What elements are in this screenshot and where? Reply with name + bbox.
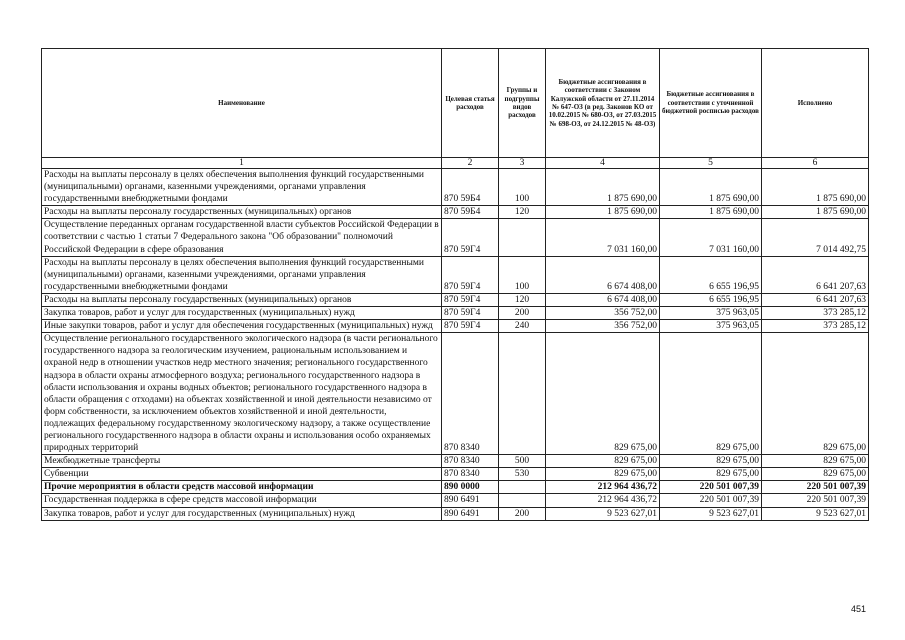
table-row	[42, 333, 869, 455]
row-executed-cell: 6 641 207,63	[762, 256, 869, 293]
row-expense-group-cell: 200	[499, 307, 546, 320]
header-expense-groups: Группы и подгруппы видов расходов	[499, 49, 546, 158]
row-expense-group-cell	[499, 494, 546, 507]
row-name-cell: Прочие мероприятия в области средств массовой информации	[42, 481, 442, 494]
row-executed-cell: 220 501 007,39	[762, 481, 869, 494]
row-name-cell: Расходы на выплаты персоналу государственных (муниципальных) органов	[42, 206, 442, 219]
row-law-allocation-cell: 6 674 408,00	[546, 293, 660, 306]
row-executed-cell: 829 675,00	[762, 468, 869, 481]
row-target-article-cell: 870 59Б4	[442, 206, 499, 219]
row-name-cell: Осуществление регионального государственного экологического надзора (в части регионального государственного надзора за геологическим изучением, рациональным использованием и охраной недр в отношении участков недр местного значения; регионального государственного надзора в области охраны атмосферного воздуха; регионального государственного надзора в области использования и охраны водных объектов; регионального государственного надзора в области обращения с отходами) на объектах хозяйственной и иной деятельности независимо от форм собственности, за исключением объектов хозяйственной и иной деятельности, подлежащих федеральному государственному экологическому надзору, а также осуществление регионального государственного надзора в области охраны и использования особо охраняемых природных территорий	[42, 333, 442, 455]
row-target-article-cell: 870 59Г4	[442, 307, 499, 320]
row-revised-allocation-cell: 1 875 690,00	[660, 169, 762, 206]
column-number-row	[42, 158, 869, 169]
table-row	[42, 307, 869, 320]
row-revised-allocation-cell: 829 675,00	[660, 468, 762, 481]
page-number: 451	[851, 604, 867, 614]
row-name-cell: Субвенции	[42, 468, 442, 481]
row-expense-group-cell: 120	[499, 293, 546, 306]
row-name-cell: Иные закупки товаров, работ и услуг для обеспечения государственных (муниципальных) нужд	[42, 320, 442, 333]
row-expense-group-cell: 100	[499, 256, 546, 293]
row-name-cell: Расходы на выплаты персоналу государственных (муниципальных) органов	[42, 293, 442, 306]
row-executed-cell: 9 523 627,01	[762, 507, 869, 520]
row-law-allocation-cell: 212 964 436,72	[546, 481, 660, 494]
table-row	[42, 468, 869, 481]
row-target-article-cell: 870 59Г4	[442, 256, 499, 293]
row-executed-cell: 6 641 207,63	[762, 293, 869, 306]
row-executed-cell: 829 675,00	[762, 455, 869, 468]
row-revised-allocation-cell: 220 501 007,39	[660, 494, 762, 507]
column-number: 1	[42, 158, 442, 169]
row-target-article-cell: 870 8340	[442, 455, 499, 468]
row-name-cell: Государственная поддержка в сфере средств массовой информации	[42, 494, 442, 507]
row-executed-cell: 373 285,12	[762, 320, 869, 333]
table-row	[42, 455, 869, 468]
row-expense-group-cell: 500	[499, 455, 546, 468]
column-number: 5	[660, 158, 762, 169]
row-revised-allocation-cell: 829 675,00	[660, 333, 762, 455]
row-expense-group-cell	[499, 333, 546, 455]
row-law-allocation-cell: 829 675,00	[546, 455, 660, 468]
row-name-cell: Закупка товаров, работ и услуг для государственных (муниципальных) нужд	[42, 507, 442, 520]
row-executed-cell: 220 501 007,39	[762, 494, 869, 507]
row-law-allocation-cell: 212 964 436,72	[546, 494, 660, 507]
row-expense-group-cell: 200	[499, 507, 546, 520]
row-expense-group-cell	[499, 481, 546, 494]
row-target-article-cell: 870 8340	[442, 468, 499, 481]
row-law-allocation-cell: 356 752,00	[546, 307, 660, 320]
row-law-allocation-cell: 1 875 690,00	[546, 169, 660, 206]
row-target-article-cell: 870 59Г4	[442, 320, 499, 333]
table-row	[42, 206, 869, 219]
column-number: 2	[442, 158, 499, 169]
row-executed-cell: 373 285,12	[762, 307, 869, 320]
header-name: Наименование	[42, 49, 442, 158]
row-revised-allocation-cell: 9 523 627,01	[660, 507, 762, 520]
row-target-article-cell: 870 59Г4	[442, 293, 499, 306]
table-row	[42, 169, 869, 206]
row-name-cell: Закупка товаров, работ и услуг для государственных (муниципальных) нужд	[42, 307, 442, 320]
row-revised-allocation-cell: 1 875 690,00	[660, 206, 762, 219]
row-target-article-cell: 890 0000	[442, 481, 499, 494]
table-row	[42, 320, 869, 333]
header-executed: Исполнено	[762, 49, 869, 158]
header-law-allocations: Бюджетные ассигнования в соответствии с Законом Калужской области от 27.11.2014 № 647-ОЗ (в ред. Законов КО от 10.02.2015 № 680-ОЗ, от 27.03.2015 № 698-ОЗ, от 24.12.2015 № 48-ОЗ)	[546, 49, 660, 158]
column-number: 4	[546, 158, 660, 169]
table-row	[42, 507, 869, 520]
row-name-cell: Расходы на выплаты персоналу в целях обеспечения выполнения функций государственными (муниципальными) органами, казенными учреждениями, органами управления государственными внебюджетными фондами	[42, 256, 442, 293]
row-target-article-cell: 890 6491	[442, 494, 499, 507]
row-executed-cell: 1 875 690,00	[762, 169, 869, 206]
row-target-article-cell: 870 8340	[442, 333, 499, 455]
table-row	[42, 481, 869, 494]
row-revised-allocation-cell: 220 501 007,39	[660, 481, 762, 494]
row-law-allocation-cell: 356 752,00	[546, 320, 660, 333]
row-name-cell: Межбюджетные трансферты	[42, 455, 442, 468]
row-executed-cell: 829 675,00	[762, 333, 869, 455]
row-law-allocation-cell: 7 031 160,00	[546, 219, 660, 256]
table-row	[42, 293, 869, 306]
row-target-article-cell: 870 59Б4	[442, 169, 499, 206]
row-revised-allocation-cell: 375 963,05	[660, 307, 762, 320]
row-name-cell: Расходы на выплаты персоналу в целях обеспечения выполнения функций государственными (муниципальными) органами, казенными учреждениями, органами управления государственными внебюджетными фондами	[42, 169, 442, 206]
row-revised-allocation-cell: 829 675,00	[660, 455, 762, 468]
row-expense-group-cell: 120	[499, 206, 546, 219]
row-expense-group-cell: 240	[499, 320, 546, 333]
table-row	[42, 256, 869, 293]
row-expense-group-cell: 530	[499, 468, 546, 481]
row-expense-group-cell: 100	[499, 169, 546, 206]
row-executed-cell: 7 014 492,75	[762, 219, 869, 256]
table-row	[42, 219, 869, 256]
row-revised-allocation-cell: 7 031 160,00	[660, 219, 762, 256]
row-law-allocation-cell: 9 523 627,01	[546, 507, 660, 520]
row-law-allocation-cell: 829 675,00	[546, 468, 660, 481]
row-law-allocation-cell: 6 674 408,00	[546, 256, 660, 293]
table-body	[42, 169, 869, 521]
header-row	[42, 49, 869, 158]
column-number: 3	[499, 158, 546, 169]
row-law-allocation-cell: 829 675,00	[546, 333, 660, 455]
column-number: 6	[762, 158, 869, 169]
budget-execution-table	[41, 48, 869, 521]
header-target-article: Целевая статья расходов	[442, 49, 499, 158]
row-revised-allocation-cell: 6 655 196,95	[660, 293, 762, 306]
row-revised-allocation-cell: 375 963,05	[660, 320, 762, 333]
row-name-cell: Осуществление переданных органам государственной власти субъектов Российской Федерации в соответствии с частью 1 статьи 7 Федерального закона "Об образовании" полномочий Российской Федерации в сфере образования	[42, 219, 442, 256]
row-revised-allocation-cell: 6 655 196,95	[660, 256, 762, 293]
row-executed-cell: 1 875 690,00	[762, 206, 869, 219]
row-target-article-cell: 870 59Г4	[442, 219, 499, 256]
row-target-article-cell: 890 6491	[442, 507, 499, 520]
row-law-allocation-cell: 1 875 690,00	[546, 206, 660, 219]
row-expense-group-cell	[499, 219, 546, 256]
table-row	[42, 494, 869, 507]
header-revised-allocations: Бюджетные ассигнования в соответствии с уточненной бюджетной росписью расходов	[660, 49, 762, 158]
